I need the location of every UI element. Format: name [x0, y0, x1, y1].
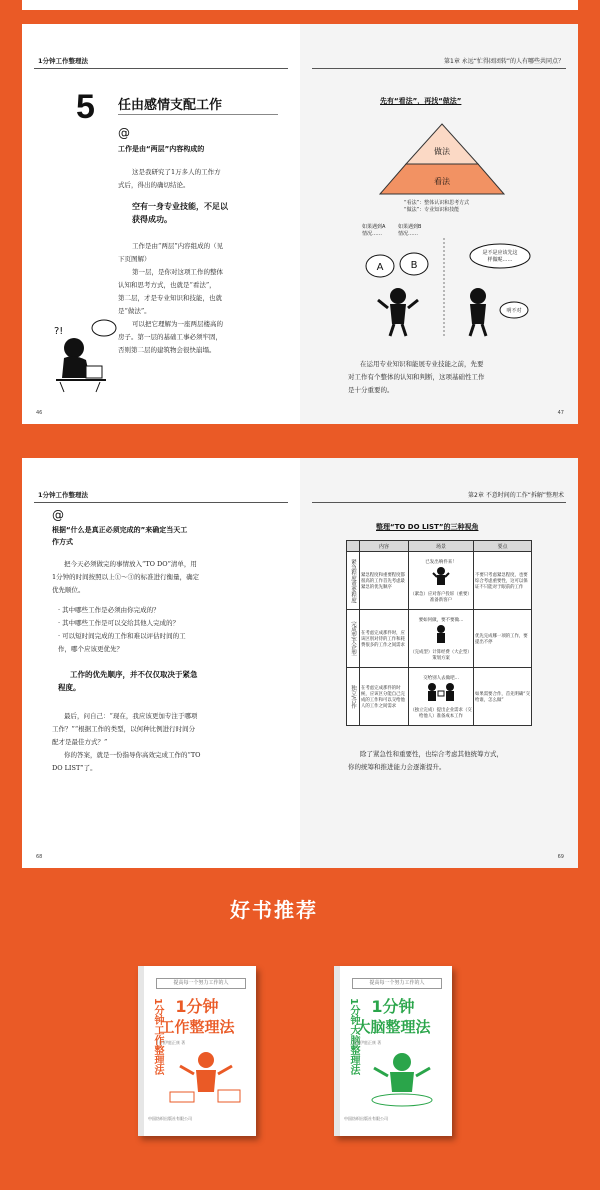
pyramid-bottom-label: 看法	[434, 177, 450, 186]
diagram-explanation: 在运用专业知识和能展专业技能之前，先要 对工作有个整体的认知和判断，这项基础性工作 是十分重要的。	[348, 360, 485, 394]
header-rule	[312, 68, 566, 69]
book-author: [日]伊庭正康 著	[352, 1040, 382, 1045]
header-rule	[34, 68, 288, 69]
subhead: 工作是由“两层”内容构成的	[118, 145, 205, 153]
table-row	[347, 668, 532, 726]
book-vertical-title: 1分钟大脑整理法	[348, 998, 359, 1075]
page-number: 69	[557, 854, 564, 860]
table-title: 整理“TO DO LIST”的三种视角	[376, 523, 479, 531]
svg-text:是不是应该先这: 是不是应该先这	[482, 250, 518, 256]
running-header: 第2章 不意时间的工作“拆解”整理术	[468, 492, 564, 499]
body-para-2: 工作是由“两层”内容组成的（见 下页图解） 第一层，是你对这项工作的整体 认知和思考方式，也就是“看法”， 第二层，才是专业知识和技能，也就 是“做法”。 可以把它理解为一座两层楼高的 房子。第一层的基础工事必须牢固， 否则第二层的建筑物会很快崩塌。	[118, 242, 224, 354]
svg-text:?!: ?!	[54, 326, 64, 337]
two-approaches-illustration	[358, 238, 538, 338]
row-scene: 要如何做，要不要做... （完成型）计算经费（大企型）策划方案	[409, 610, 474, 668]
book-author: [日]伊庭正康 著	[156, 1040, 186, 1045]
top-page-strip	[22, 0, 578, 10]
book-illustration	[362, 1050, 442, 1110]
table-header-row	[347, 541, 532, 552]
book-cover-work[interactable]	[138, 966, 256, 1136]
row-content: 在考虑完成那件的时候，应该区分能自己完成的工作和可以交给他人的工作之间需求	[360, 668, 409, 726]
book-spine	[138, 966, 144, 1136]
page-number: 47	[557, 410, 564, 416]
body-para-2: 最后，问自己：“现在，我应该更加专注于哪项 工作？”“根据工作的类型，以何种比例进行时间分 配才是最佳方式？” 你的答案，就是一份指导你高效完成工作的“TO DO LIST”了。	[52, 712, 201, 772]
column-header: 场景	[409, 541, 474, 552]
header-rule	[34, 502, 288, 503]
bold-statement: 空有一身专业技能，不足以 获得成功。	[132, 202, 228, 224]
svg-text:样做呢……: 样做呢……	[487, 257, 513, 263]
subhead: 根据“什么是真正必须完成的”来确定当天工 作方式	[52, 526, 188, 546]
page-number: 68	[36, 854, 43, 860]
list-item: · 其中哪些工作是可以交给其他人完成的？	[58, 619, 180, 627]
page-left-68	[22, 458, 300, 868]
thinking-person-illustration	[46, 314, 118, 394]
page-left-46	[22, 24, 300, 424]
todo-views-table	[346, 540, 532, 726]
book-publisher: 中国纺织出版社有限公司	[148, 1116, 192, 1121]
book-title-line2: 工作整理法	[159, 1018, 235, 1036]
label-b: B	[410, 260, 418, 271]
svg-text:明不对: 明不对	[506, 308, 522, 314]
book-cover-brain[interactable]	[334, 966, 452, 1136]
row-point: 不要只考虑紧急程度，也要综合考虑重要性，这可以保证不只能对于眼前的工作	[474, 552, 532, 610]
table-row	[347, 552, 532, 610]
pyramid-diagram	[378, 122, 506, 198]
swirl-icon: @	[52, 508, 64, 522]
book-title-line2: 大脑整理法	[355, 1018, 431, 1036]
page-right-69	[300, 458, 578, 868]
body-para-1: 把今天必须做完的事情放入“TO DO”清单，用 1分钟的时间按照以上①～③的标准进行衡量，确定 优先顺位。	[52, 560, 200, 594]
diagram-caption: “看法”：整体认识和思考方式 “做法”：专业知识和技能	[404, 200, 470, 213]
swirl-icon: @	[118, 126, 130, 140]
table-row	[347, 610, 532, 668]
page-number: 46	[36, 410, 43, 416]
book-title-line1: 1分钟	[175, 997, 219, 1016]
section-title: 任由感情支配工作	[118, 98, 223, 113]
diagram-title: 先有“看法”，再找“做法”	[380, 97, 462, 105]
book-illustration	[166, 1050, 246, 1110]
column-header: 要点	[474, 541, 532, 552]
case-a-label: 如果遇到A 情况……	[362, 224, 386, 237]
header-rule	[312, 502, 566, 503]
book-vertical-title: 1分钟工作整理法	[152, 998, 163, 1075]
list-item: 作，哪个应该更优先？	[58, 645, 123, 653]
recommend-title: 好书推荐	[230, 898, 318, 922]
pyramid-top-label: 做法	[434, 147, 450, 156]
row-label: 独立/合作	[347, 668, 360, 726]
row-scene: 已发出响件来！ （紧急）应对客户投诉（重要）准备新客户	[409, 552, 474, 610]
row-content: 紧急程度和重要程度都很高的工作首先考虑最紧急的优先顺序	[360, 552, 409, 610]
bullet-list	[58, 604, 292, 656]
row-content: 在考虑完成那件时，应该区别对待的工作和耗费很多的工作之间需求	[360, 610, 409, 668]
two-figures-icon	[424, 681, 458, 705]
title-underline	[118, 114, 278, 115]
page-right-47	[300, 24, 578, 424]
row-scene: 交给别人去做吧... （独立完成）提出企业需求（交给他人）准备成本工作	[409, 668, 474, 726]
row-label: 紧急程度重要程度	[347, 552, 360, 610]
stick-figure-icon	[429, 565, 453, 589]
column-header: 内容	[360, 541, 409, 552]
list-item: · 可以短时间完成的工作和难以评估时间的工	[58, 632, 186, 640]
book-spine	[334, 966, 340, 1136]
running-header: 1分钟工作整理法	[38, 491, 89, 499]
row-label: 完成型/大企型	[347, 610, 360, 668]
body-para-1: 这是我研究了1万多人的工作方 式后，得出的确切结论。	[118, 168, 221, 189]
table-explanation: 除了紧急性和重要性，也综合考虑其他统筹方式， 你的统筹和推进能力会逐渐提升。	[348, 750, 503, 771]
bold-statement: 工作的优先顺序，并不仅仅取决于紧急 程度。	[58, 670, 198, 692]
row-point: 优先完成哪一项的工作，要提出不停	[474, 610, 532, 668]
book-title-line1: 1分钟	[371, 997, 415, 1016]
case-b-label: 如果遇到B 情况……	[398, 224, 422, 237]
row-point: 如果需要合作，首先明确“交给谁，怎么做”	[474, 668, 532, 726]
chapter-number: 5	[76, 88, 95, 126]
list-item: · 其中哪些工作是必须由你完成的？	[58, 606, 160, 614]
book-publisher: 中国纺织出版社有限公司	[344, 1116, 388, 1121]
book-tagline: 提高每一个努力工作的人	[352, 978, 442, 989]
running-header: 1分钟工作整理法	[38, 57, 89, 65]
running-header: 第1章 永远“忙得团团转”的人有哪些共同点？	[444, 58, 564, 65]
label-a: A	[376, 262, 384, 273]
book-tagline: 提高每一个努力工作的人	[156, 978, 246, 989]
stick-figure-icon	[429, 623, 453, 647]
